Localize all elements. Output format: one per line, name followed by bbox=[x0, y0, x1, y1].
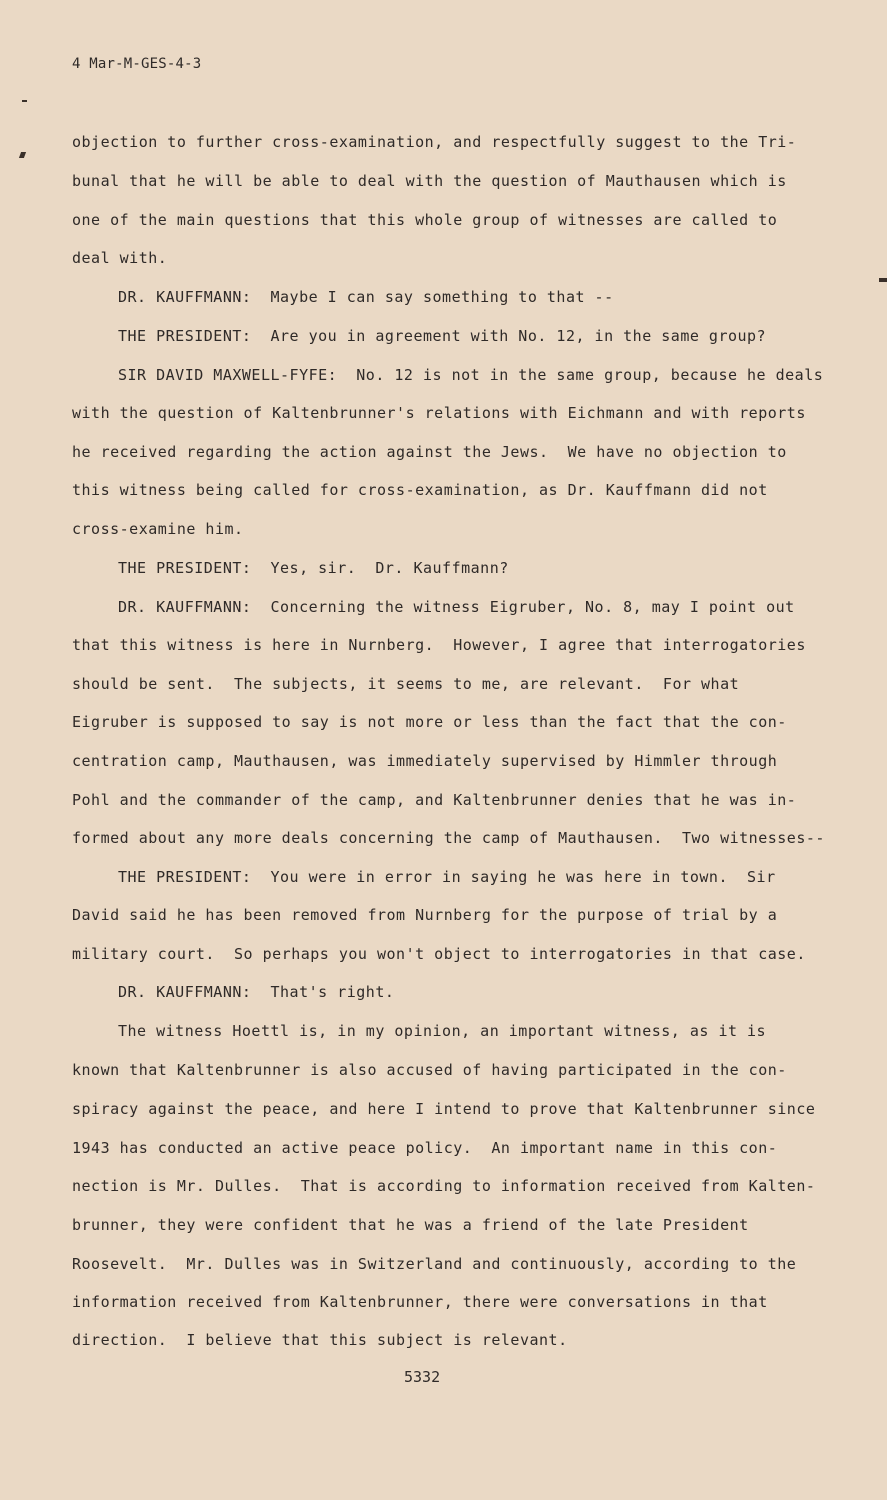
text-line: brunner, they were confident that he was a friend of the late President bbox=[72, 1216, 749, 1234]
text-line: he received regarding the action against the Jews. We have no objection to bbox=[72, 443, 787, 461]
text-line: THE PRESIDENT: Yes, sir. Dr. Kauffmann? bbox=[118, 559, 509, 577]
ink-mark bbox=[22, 100, 27, 102]
text-line: Eigruber is supposed to say is not more or less than the fact that the con- bbox=[72, 713, 787, 731]
text-line: THE PRESIDENT: Are you in agreement with No. 12, in the same group? bbox=[118, 327, 767, 345]
text-line: 1943 has conducted an active peace policy. An important name in this con- bbox=[72, 1139, 778, 1157]
ink-mark bbox=[19, 152, 26, 158]
text-line: The witness Hoettl is, in my opinion, an important witness, as it is bbox=[118, 1022, 767, 1040]
text-line: David said he has been removed from Nurnberg for the purpose of trial by a bbox=[72, 906, 778, 924]
text-line: known that Kaltenbrunner is also accused of having participated in the con- bbox=[72, 1061, 787, 1079]
text-line: DR. KAUFFMANN: That's right. bbox=[118, 983, 395, 1001]
text-line: formed about any more deals concerning the camp of Mauthausen. Two witnesses-- bbox=[72, 829, 825, 847]
text-line: bunal that he will be able to deal with the question of Mauthausen which is bbox=[72, 172, 787, 190]
text-line: information received from Kaltenbrunner, there were conversations in that bbox=[72, 1293, 768, 1311]
text-line: direction. I believe that this subject is relevant. bbox=[72, 1331, 568, 1349]
edge-mark bbox=[879, 278, 887, 282]
text-line: DR. KAUFFMANN: Concerning the witness Eigruber, No. 8, may I point out bbox=[118, 598, 795, 616]
text-line: with the question of Kaltenbrunner's relations with Eichmann and with reports bbox=[72, 404, 806, 422]
text-line: Roosevelt. Mr. Dulles was in Switzerland and continuously, according to the bbox=[72, 1255, 797, 1273]
document-header: 4 Mar-M-GES-4-3 bbox=[72, 56, 202, 72]
text-line: Pohl and the commander of the camp, and Kaltenbrunner denies that he was in- bbox=[72, 791, 797, 809]
text-line: objection to further cross-examination, and respectfully suggest to the Tri- bbox=[72, 133, 797, 151]
text-line: SIR DAVID MAXWELL-FYFE: No. 12 is not in the same group, because he deals bbox=[118, 366, 824, 384]
text-line: deal with. bbox=[72, 249, 168, 267]
text-line: THE PRESIDENT: You were in error in saying he was here in town. Sir bbox=[118, 868, 776, 886]
text-line: one of the main questions that this whole group of witnesses are called to bbox=[72, 211, 778, 229]
text-line: that this witness is here in Nurnberg. However, I agree that interrogatories bbox=[72, 636, 806, 654]
text-line: spiracy against the peace, and here I intend to prove that Kaltenbrunner since bbox=[72, 1100, 816, 1118]
text-line: nection is Mr. Dulles. That is according to information received from Kalten- bbox=[72, 1177, 816, 1195]
text-line: this witness being called for cross-examination, as Dr. Kauffmann did not bbox=[72, 481, 768, 499]
text-line: military court. So perhaps you won't object to interrogatories in that case. bbox=[72, 945, 806, 963]
text-line: DR. KAUFFMANN: Maybe I can say something to that -- bbox=[118, 288, 614, 306]
text-line: centration camp, Mauthausen, was immediately supervised by Himmler through bbox=[72, 752, 778, 770]
text-line: cross-examine him. bbox=[72, 520, 244, 538]
page-number: 5332 bbox=[404, 1368, 441, 1386]
text-line: should be sent. The subjects, it seems to me, are relevant. For what bbox=[72, 675, 740, 693]
